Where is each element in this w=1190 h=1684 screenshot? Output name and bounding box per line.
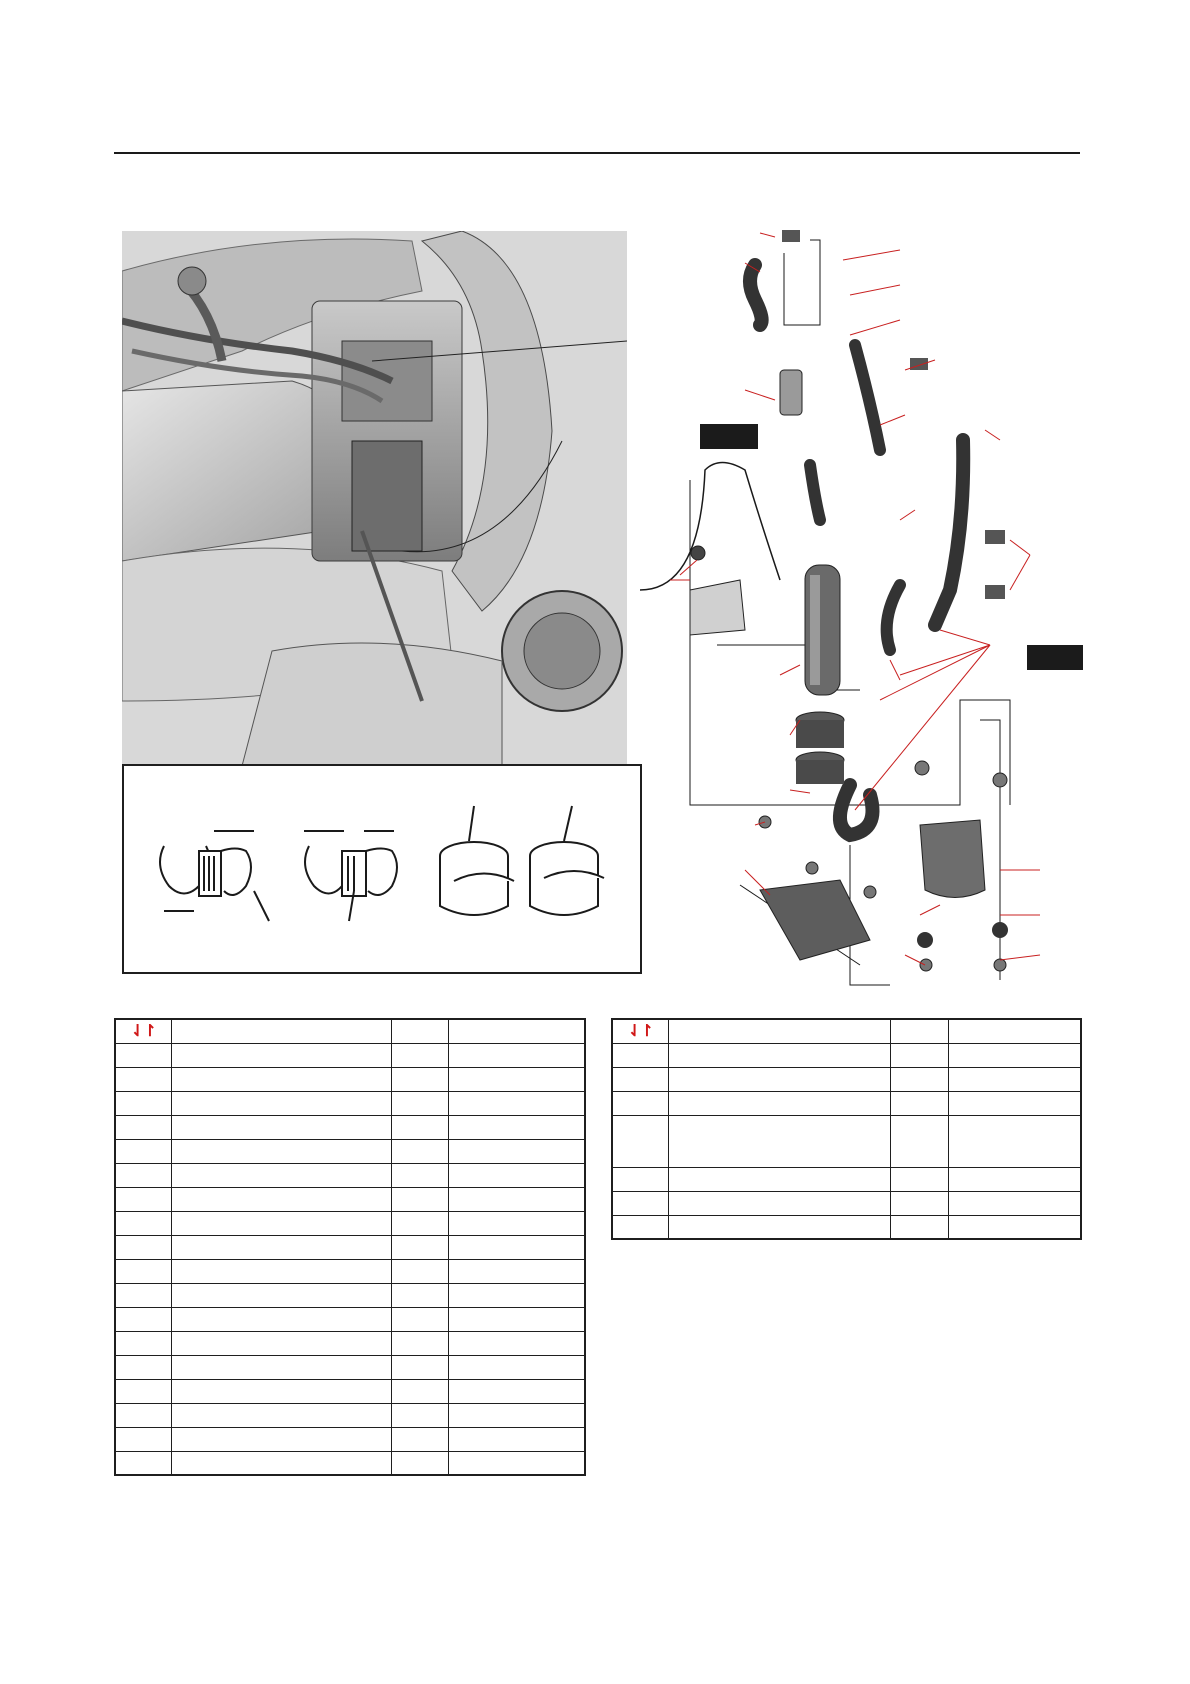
table-cell — [115, 1331, 171, 1355]
table-cell — [612, 1115, 668, 1167]
table-cell — [448, 1043, 585, 1067]
table-cell — [115, 1403, 171, 1427]
table-cell — [668, 1115, 890, 1167]
table-cell — [115, 1067, 171, 1091]
table-cell — [448, 1379, 585, 1403]
table-cell — [448, 1115, 585, 1139]
table-cell — [171, 1139, 391, 1163]
table-cell — [115, 1427, 171, 1451]
table-cell — [391, 1115, 448, 1139]
table-cell — [115, 1139, 171, 1163]
table-row — [115, 1067, 585, 1091]
table-cell — [171, 1355, 391, 1379]
table-row — [612, 1115, 1081, 1167]
table-cell — [171, 1451, 391, 1475]
table-cell — [171, 1427, 391, 1451]
table-cell — [171, 1403, 391, 1427]
table-cell — [115, 1451, 171, 1475]
table-cell — [668, 1091, 890, 1115]
parts-table-left — [114, 1018, 586, 1476]
table-row — [115, 1259, 585, 1283]
table-cell — [890, 1115, 948, 1167]
table-cell — [948, 1191, 1081, 1215]
table-cell — [171, 1259, 391, 1283]
table-cell — [890, 1091, 948, 1115]
table-cell — [115, 1235, 171, 1259]
table-cell — [115, 1211, 171, 1235]
table-row — [612, 1091, 1081, 1115]
table-row — [612, 1067, 1081, 1091]
table-row — [115, 1307, 585, 1331]
table-cell — [391, 1163, 448, 1187]
table-cell — [391, 1307, 448, 1331]
table-cell — [668, 1215, 890, 1239]
table-cell — [171, 1379, 391, 1403]
table-cell — [448, 1307, 585, 1331]
table-row — [115, 1283, 585, 1307]
table-cell — [448, 1139, 585, 1163]
order-symbol-icon: ⇃↾ — [115, 1019, 171, 1043]
table-cell — [391, 1235, 448, 1259]
table-cell — [448, 1355, 585, 1379]
table-cell — [890, 1191, 948, 1215]
table-cell — [171, 1067, 391, 1091]
table-cell — [391, 1043, 448, 1067]
table-cell — [115, 1187, 171, 1211]
parts-table-right — [611, 1018, 1082, 1240]
table-cell — [115, 1307, 171, 1331]
table-cell — [612, 1215, 668, 1239]
table-cell — [448, 1091, 585, 1115]
table-cell — [612, 1067, 668, 1091]
table-row — [612, 1215, 1081, 1239]
table-cell — [948, 1115, 1081, 1167]
table-cell — [668, 1067, 890, 1091]
order-symbol-icon: ⇃↾ — [612, 1019, 668, 1043]
table-row — [115, 1331, 585, 1355]
table-cell — [668, 1167, 890, 1191]
table-cell — [448, 1331, 585, 1355]
table-cell — [612, 1043, 668, 1067]
table-row — [115, 1139, 585, 1163]
table-cell — [171, 1283, 391, 1307]
table-cell — [115, 1259, 171, 1283]
table-cell — [948, 1167, 1081, 1191]
table-cell — [171, 1307, 391, 1331]
table-cell — [948, 1215, 1081, 1239]
column-header — [668, 1019, 890, 1043]
table-cell — [448, 1427, 585, 1451]
table-cell — [612, 1091, 668, 1115]
table-cell — [612, 1191, 668, 1215]
table-cell — [171, 1115, 391, 1139]
table-row — [115, 1163, 585, 1187]
table-cell — [115, 1043, 171, 1067]
table-cell — [115, 1115, 171, 1139]
column-header — [890, 1019, 948, 1043]
table-cell — [391, 1331, 448, 1355]
table-row — [115, 1211, 585, 1235]
table-cell — [115, 1091, 171, 1115]
table-cell — [890, 1067, 948, 1091]
table-row — [115, 1235, 585, 1259]
table-cell — [448, 1067, 585, 1091]
table-row — [115, 1043, 585, 1067]
table-row — [115, 1427, 585, 1451]
table-row — [115, 1115, 585, 1139]
table-cell — [612, 1167, 668, 1191]
table-cell — [171, 1163, 391, 1187]
column-header — [391, 1019, 448, 1043]
table-cell — [890, 1043, 948, 1067]
table-row — [612, 1191, 1081, 1215]
table-cell — [115, 1163, 171, 1187]
table-cell — [448, 1451, 585, 1475]
table-cell — [948, 1043, 1081, 1067]
table-cell — [391, 1403, 448, 1427]
table-cell — [391, 1355, 448, 1379]
column-header — [448, 1019, 585, 1043]
table-row — [115, 1187, 585, 1211]
table-cell — [391, 1427, 448, 1451]
table-cell — [890, 1215, 948, 1239]
table-cell — [668, 1043, 890, 1067]
table-cell — [171, 1331, 391, 1355]
table-cell — [171, 1235, 391, 1259]
table-cell — [448, 1403, 585, 1427]
table-cell — [391, 1187, 448, 1211]
table-cell — [115, 1355, 171, 1379]
table-cell — [171, 1043, 391, 1067]
table-cell — [115, 1283, 171, 1307]
table-cell — [391, 1259, 448, 1283]
table-cell — [171, 1211, 391, 1235]
table-cell — [948, 1067, 1081, 1091]
column-header — [171, 1019, 391, 1043]
table-row — [115, 1355, 585, 1379]
table-row — [115, 1403, 585, 1427]
table-cell — [391, 1067, 448, 1091]
table-cell — [448, 1187, 585, 1211]
table-cell — [668, 1191, 890, 1215]
table-cell — [391, 1451, 448, 1475]
table-cell — [448, 1259, 585, 1283]
table-cell — [448, 1211, 585, 1235]
table-row — [115, 1091, 585, 1115]
table-cell — [948, 1091, 1081, 1115]
table-row — [115, 1379, 585, 1403]
table-cell — [391, 1091, 448, 1115]
table-cell — [391, 1283, 448, 1307]
table-row — [612, 1167, 1081, 1191]
table-cell — [391, 1211, 448, 1235]
table-cell — [448, 1163, 585, 1187]
table-cell — [171, 1091, 391, 1115]
table-cell — [890, 1167, 948, 1191]
table-cell — [448, 1235, 585, 1259]
table-row — [612, 1043, 1081, 1067]
table-cell — [391, 1139, 448, 1163]
table-cell — [391, 1379, 448, 1403]
column-header — [948, 1019, 1081, 1043]
table-cell — [115, 1379, 171, 1403]
table-row — [115, 1451, 585, 1475]
table-cell — [171, 1187, 391, 1211]
table-cell — [448, 1283, 585, 1307]
